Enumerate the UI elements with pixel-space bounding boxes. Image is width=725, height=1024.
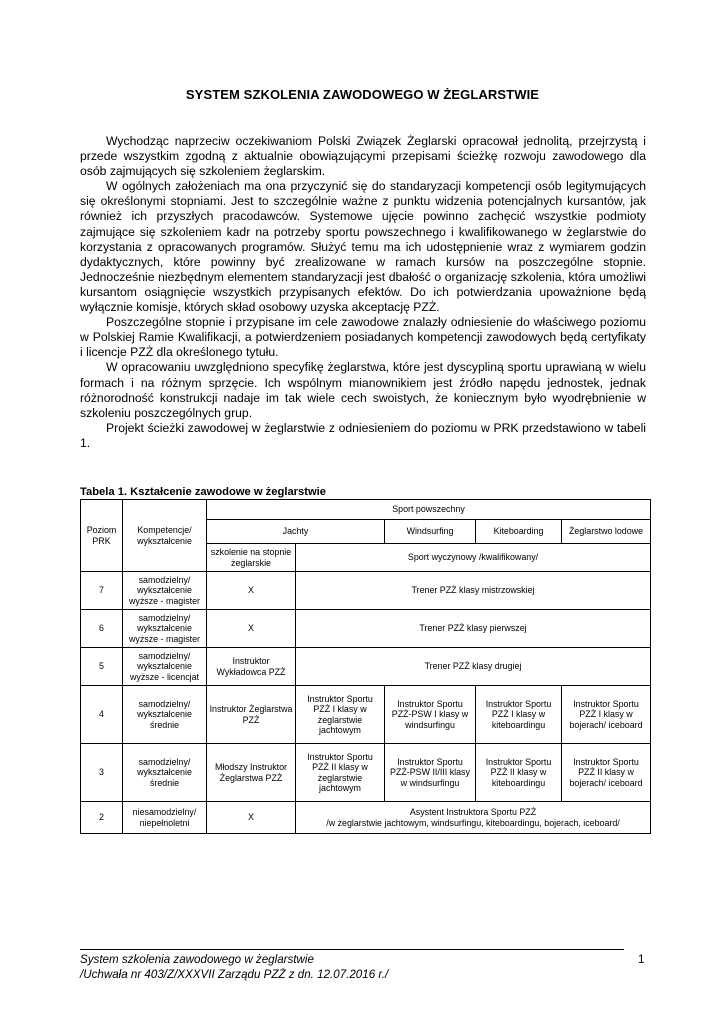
cell-windsurfing: Instruktor Sportu PZŻ-PSW II/III klasy w windsurfingu — [385, 744, 476, 802]
cell-competence: samodzielny/ wykształcenie wyższe - magister — [123, 572, 207, 610]
cell-kiteboarding: Instruktor Sportu PZŻ II klasy w kiteboardingu — [476, 744, 562, 802]
cell-competence: samodzielny/ wykształcenie wyższe - licencjat — [123, 648, 207, 686]
footer-divider — [80, 949, 624, 950]
assistant-title: Asystent Instruktora Sportu PZŻ — [409, 807, 537, 818]
cell-training: X — [207, 610, 296, 648]
header-competence: Kompetencje/ wykształcenie — [123, 500, 207, 572]
cell-yachts: Instruktor Sportu PZŻ II klasy w żeglarstwie jachtowym — [296, 744, 385, 802]
cell-level: 4 — [81, 686, 123, 744]
cell-competence: samodzielny/ wykształcenie średnie — [123, 744, 207, 802]
header-sport: Sport powszechny — [207, 500, 651, 520]
paragraph: W opracowaniu uwzględniono specyfikę żeglarstwa, które jest dyscypliną sportu uprawianą w wielu formach i na różnym sprzęcie. Ich wspólnym mianownikiem jest źródło napędu jednostek, jednak różnorodność konstrukcji nadaje im tak wiele cech swoistych, że koniecznym było wyodrębnienie w szkoleniu poszczególnych grup. — [80, 360, 646, 420]
cell-competence: samodzielny/ wykształcenie średnie — [123, 686, 207, 744]
header-yachts: Jachty — [207, 520, 385, 544]
header-level: Poziom PRK — [81, 500, 123, 572]
header-competitive: Sport wyczynowy /kwalifikowany/ — [296, 544, 651, 572]
assistant-scope: /w żeglarstwie jachtowym, windsurfingu, kiteboardingu, bojerach, iceboard/ — [326, 817, 620, 828]
cell-level: 6 — [81, 610, 123, 648]
paragraph: Projekt ścieżki zawodowej w żeglarstwie z odniesieniem do poziomu w PRK przedstawiono w tabeli 1. — [80, 420, 646, 450]
cell-windsurfing: Instruktor Sportu PZŻ-PSW I klasy w windsurfingu — [385, 686, 476, 744]
cell-level: 3 — [81, 744, 123, 802]
table-caption: Tabela 1. Kształcenie zawodowe w żeglarstwie — [80, 486, 326, 498]
cell-level: 5 — [81, 648, 123, 686]
page-number: 1 — [638, 953, 645, 966]
header-ice: Żeglarstwo lodowe — [562, 520, 651, 544]
paragraph: Poszczególne stopnie i przypisane im cele zawodowe znalazły odniesienie do właściwego poziomu w Polskiej Ramie Kwalifikacji, a potwierdzeniem posiadanych kompetencji zawodowych będą certyfikaty i licencje PZŻ dla określonego tytułu. — [80, 315, 646, 360]
cell-competence: samodzielny/ wykształcenie wyższe - magister — [123, 610, 207, 648]
cell-training: Instruktor Żeglarstwa PZŻ — [207, 686, 296, 744]
cell-level: 7 — [81, 572, 123, 610]
cell-training: X — [207, 802, 296, 834]
cell-ice: Instruktor Sportu PZŻ I klasy w bojerach/ iceboard — [562, 686, 651, 744]
cell-competitive: Trener PZŻ klasy drugiej — [296, 648, 651, 686]
cell-kiteboarding: Instruktor Sportu PZŻ I klasy w kiteboardingu — [476, 686, 562, 744]
table-row — [81, 686, 651, 744]
header-kiteboarding: Kiteboarding — [476, 520, 562, 544]
table-row — [81, 572, 651, 610]
cell-training: Instruktor Wykładowca PZŻ — [207, 648, 296, 686]
cell-ice: Instruktor Sportu PZŻ II klasy w bojerach/ iceboard — [562, 744, 651, 802]
header-training: szkolenie na stopnie żeglarskie — [207, 544, 296, 572]
paragraph: W ogólnych założeniach ma ona przyczynić się do standaryzacji kompetencji osób legitymujących się określonymi stopniami. Jest to szczególnie ważne z punktu widzenia potencjalnych kursantów, jak również ich przyszłych pracodawców. Systemowe ujęcie powinno zachęcić wszystkie podmioty zajmujące się szkoleniem kadr na potrzeby sportu powszechnego i kwalifikowanego w żeglarstwie do korzystania z opracowanych programów. Służyć temu ma ich udostępnienie wraz z wymiarem godzin dydaktycznych, które powinny być zrealizowane w ramach kursów na poszczególne stopnie. Jednocześnie niezbędnym elementem standaryzacji jest dbałość o organizację szkolenia, która umożliwi kursantom osiągnięcie wszystkich przypisanych efektów. Do ich potwierdzania upoważnione będą wyłącznie komisje, których skład osobowy uzyska akceptację PZŻ. — [80, 179, 646, 315]
cell-training: Młodszy Instruktor Żeglarstwa PZŻ — [207, 744, 296, 802]
table-row — [81, 744, 651, 802]
body-text — [80, 134, 646, 451]
cell-competitive: Trener PZŻ klasy pierwszej — [296, 610, 651, 648]
page-title: SYSTEM SZKOLENIA ZAWODOWEGO W ŻEGLARSTWIE — [185, 87, 540, 102]
footer-line-1: System szkolenia zawodowego w żeglarstwie — [80, 953, 314, 966]
footer-text — [80, 953, 388, 982]
cell-yachts: Instruktor Sportu PZŻ I klasy w żeglarstwie jachtowym — [296, 686, 385, 744]
header-windsurfing: Windsurfing — [385, 520, 476, 544]
paragraph: Wychodząc naprzeciw oczekiwaniom Polski Związek Żeglarski opracował jednolitą, przejrzystą i przede wszystkim zgodną z aktualnie obowiązującymi przepisami ścieżkę rozwoju zawodowego dla osób zajmujących się szkoleniem żeglarskim. — [80, 134, 646, 179]
cell-competence: niesamodzielny/ niepełnoletni — [123, 802, 207, 834]
table-row — [81, 648, 651, 686]
footer-line-2: /Uchwała nr 403/Z/XXXVII Zarządu PZŻ z dn. 12.07.2016 r./ — [80, 967, 389, 981]
table-row — [81, 802, 651, 834]
cell-level: 2 — [81, 802, 123, 834]
training-table — [80, 499, 651, 834]
cell-training: X — [207, 572, 296, 610]
table-row — [81, 610, 651, 648]
cell-assistant — [296, 802, 651, 834]
cell-competitive: Trener PZŻ klasy mistrzowskiej — [296, 572, 651, 610]
